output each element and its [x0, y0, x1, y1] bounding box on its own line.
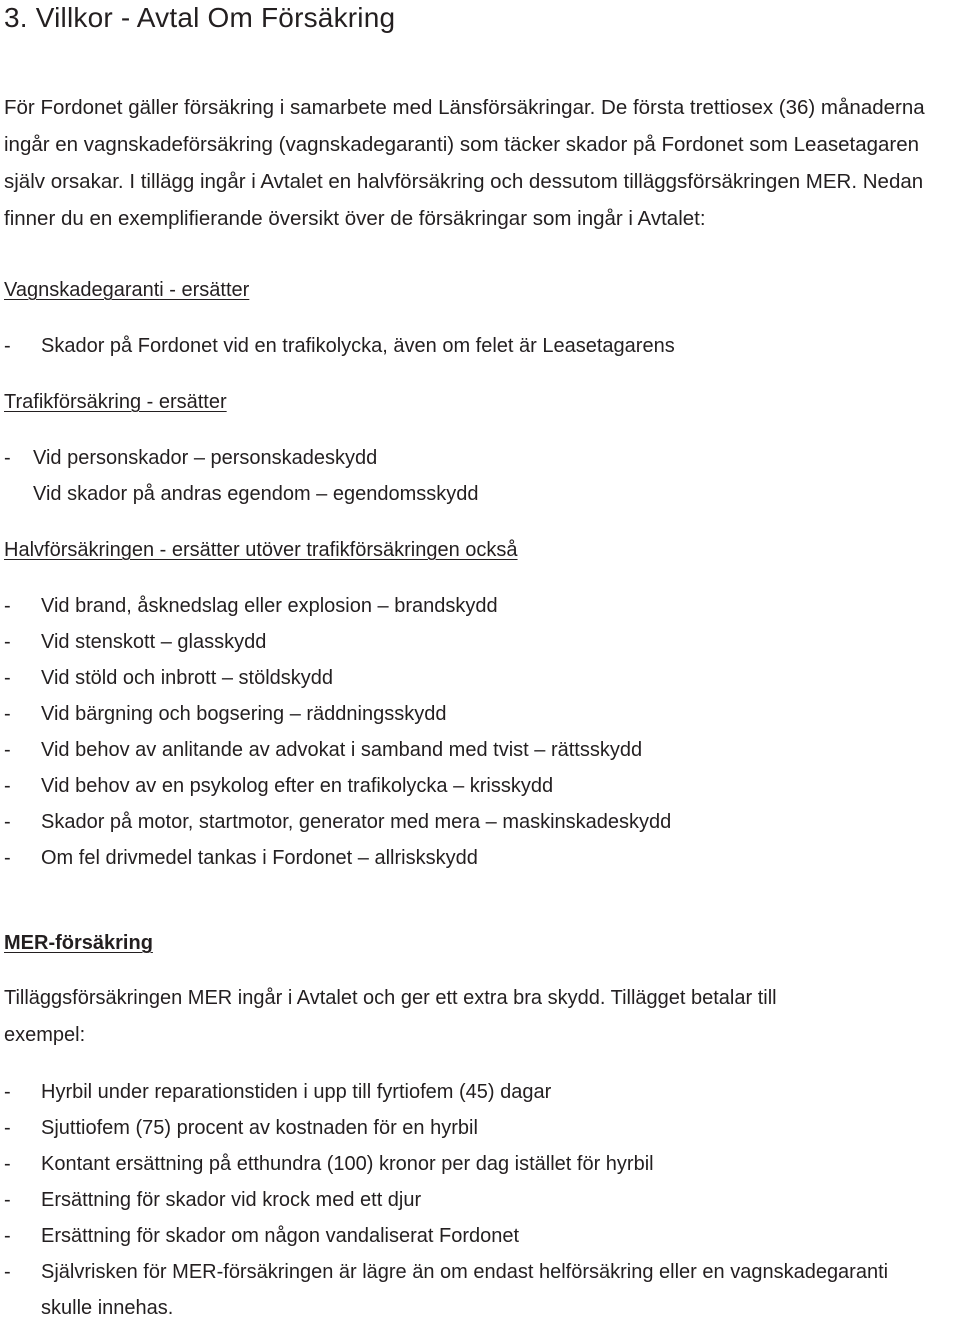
heading-halvforsakringen: Halvförsäkringen - ersätter utöver trafikförsäkringen också	[4, 539, 518, 561]
list-item-text: Vid stenskott – glasskydd	[41, 631, 267, 653]
intro-paragraph: För Fordonet gäller försäkring i samarbete med Länsförsäkringar. De första trettiosex (36) månaderna ingår en vagnskadeförsäkring (vagnskadegaranti) som täcker skador på Fordonet som Leasetagaren själv orsakar. I tillägg ingår i Avtalet en halvförsäkring och dessutom tilläggsförsäkringen MER. Nedan finner du en exemplifierande översikt över de försäkringar som ingår i Avtalet:	[4, 96, 925, 230]
list-dash: -	[4, 1189, 11, 1211]
list-dash: -	[4, 1081, 11, 1103]
list-dash: -	[4, 595, 11, 617]
list-item-text: Skador på Fordonet vid en trafikolycka, även om felet är Leasetagarens	[41, 335, 675, 357]
list-item-text: Hyrbil under reparationstiden i upp till fyrtiofem (45) dagar	[41, 1081, 552, 1103]
list-dash: -	[4, 631, 11, 653]
list-item-text: Vid skador på andras egendom – egendomsskydd	[33, 483, 479, 505]
list-item-text: Kontant ersättning på etthundra (100) kronor per dag istället för hyrbil	[41, 1153, 654, 1175]
heading-mer-forsakring: MER-försäkring	[4, 932, 153, 954]
list-item-text: Vid personskador – personskadeskydd	[33, 447, 378, 469]
page-title: 3. Villkor - Avtal Om Försäkring	[4, 2, 396, 33]
list-item-text: Vid bärgning och bogsering – räddningsskydd	[41, 703, 447, 725]
list-dash: -	[4, 447, 11, 469]
list-item-text: Skador på motor, startmotor, generator med mera – maskinskadeskydd	[41, 811, 672, 833]
list-item-text: Ersättning för skador vid krock med ett djur	[41, 1189, 422, 1211]
list-item-text: Om fel drivmedel tankas i Fordonet – allriskskydd	[41, 847, 478, 869]
list-dash: -	[4, 1117, 11, 1139]
list-dash: -	[4, 667, 11, 689]
list-item-text: Vid brand, åsknedslag eller explosion – brandskydd	[41, 595, 498, 617]
list-item-text: Vid behov av anlitande av advokat i samband med tvist – rättsskydd	[41, 739, 643, 761]
mer-intro-paragraph: Tilläggsförsäkringen MER ingår i Avtalet och ger ett extra bra skydd. Tillägget betalar till exempel:	[4, 987, 777, 1046]
list-item-text: Ersättning för skador om någon vandaliserat Fordonet	[41, 1225, 520, 1247]
list-dash: -	[4, 847, 11, 869]
list-dash: -	[4, 335, 11, 357]
list-item-text: Självrisken för MER-försäkringen är lägre än om endast helförsäkring eller en vagnskadegaranti skulle innehas.	[41, 1261, 889, 1319]
list-dash: -	[4, 775, 11, 797]
heading-vagnskadegaranti: Vagnskadegaranti - ersätter	[4, 279, 250, 301]
list-item-text: Vid stöld och inbrott – stöldskydd	[41, 667, 334, 689]
list-dash: -	[4, 1261, 11, 1283]
heading-trafikforsakring: Trafikförsäkring - ersätter	[4, 391, 227, 413]
list-item-text: Vid behov av en psykolog efter en trafikolycka – krisskydd	[41, 775, 554, 797]
list-dash: -	[4, 811, 11, 833]
list-dash: -	[4, 739, 11, 761]
list-item-text: Sjuttiofem (75) procent av kostnaden för en hyrbil	[41, 1117, 478, 1139]
list-dash: -	[4, 1153, 11, 1175]
list-dash: -	[4, 703, 11, 725]
list-dash: -	[4, 1225, 11, 1247]
